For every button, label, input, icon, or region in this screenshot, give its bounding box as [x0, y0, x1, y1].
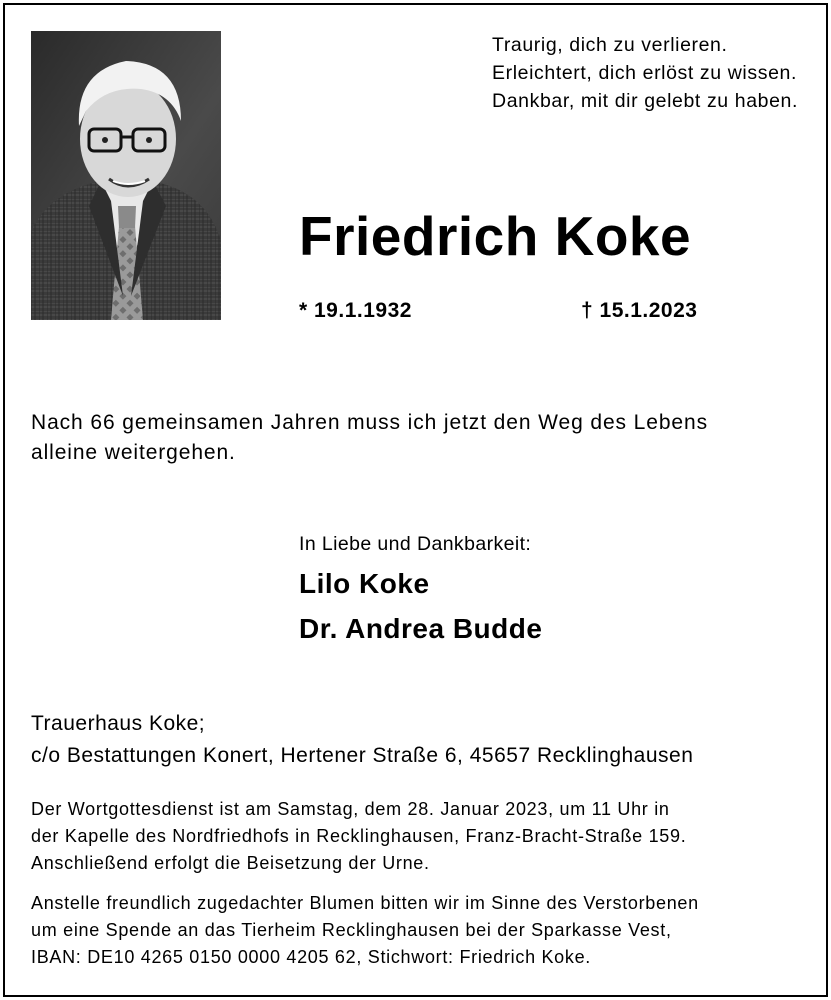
poem-line: Traurig, dich zu verlieren. [492, 34, 728, 56]
donation-line: Anstelle freundlich zugedachter Blumen bitten wir im Sinne des Verstorbenen [31, 893, 699, 913]
address-line: Trauerhaus Koke; [31, 712, 206, 735]
service-line: der Kapelle des Nordfriedhofs in Recklinghausen, Franz-Bracht-Straße 159. [31, 826, 687, 846]
address-line: c/o Bestattungen Konert, Hertener Straße 6, 45657 Recklinghausen [31, 744, 694, 767]
donation-line: um eine Spende an das Tierheim Recklinghausen bei der Sparkasse Vest, [31, 920, 672, 940]
poem-line: Erleichtert, dich erlöst zu wissen. [492, 62, 797, 84]
service-info [31, 796, 686, 877]
mourner-name: Lilo Koke [299, 568, 430, 599]
mourning-address [31, 708, 693, 772]
donation-line: IBAN: DE10 4265 0150 0000 4205 62, Stichwort: Friedrich Koke. [31, 947, 592, 967]
farewell-message [31, 408, 801, 468]
portrait-photo [31, 31, 221, 320]
birth-date: * 19.1.1932 [299, 299, 412, 322]
mourners-intro: In Liebe und Dankbarkeit: [299, 533, 532, 555]
mourner-name: Dr. Andrea Budde [299, 613, 543, 644]
message-line: Nach 66 gemeinsamen Jahren muss ich jetzt den Weg des Lebens [31, 411, 708, 434]
death-date: † 15.1.2023 [581, 299, 698, 322]
poem-line: Dankbar, mit dir gelebt zu haben. [492, 90, 798, 112]
donation-info [31, 890, 699, 971]
service-line: Der Wortgottesdienst ist am Samstag, dem 28. Januar 2023, um 11 Uhr in [31, 799, 670, 819]
deceased-name: Friedrich Koke [299, 205, 692, 267]
service-line: Anschließend erfolgt die Beisetzung der Urne. [31, 853, 430, 873]
message-line: alleine weitergehen. [31, 441, 236, 464]
poem [492, 31, 798, 115]
